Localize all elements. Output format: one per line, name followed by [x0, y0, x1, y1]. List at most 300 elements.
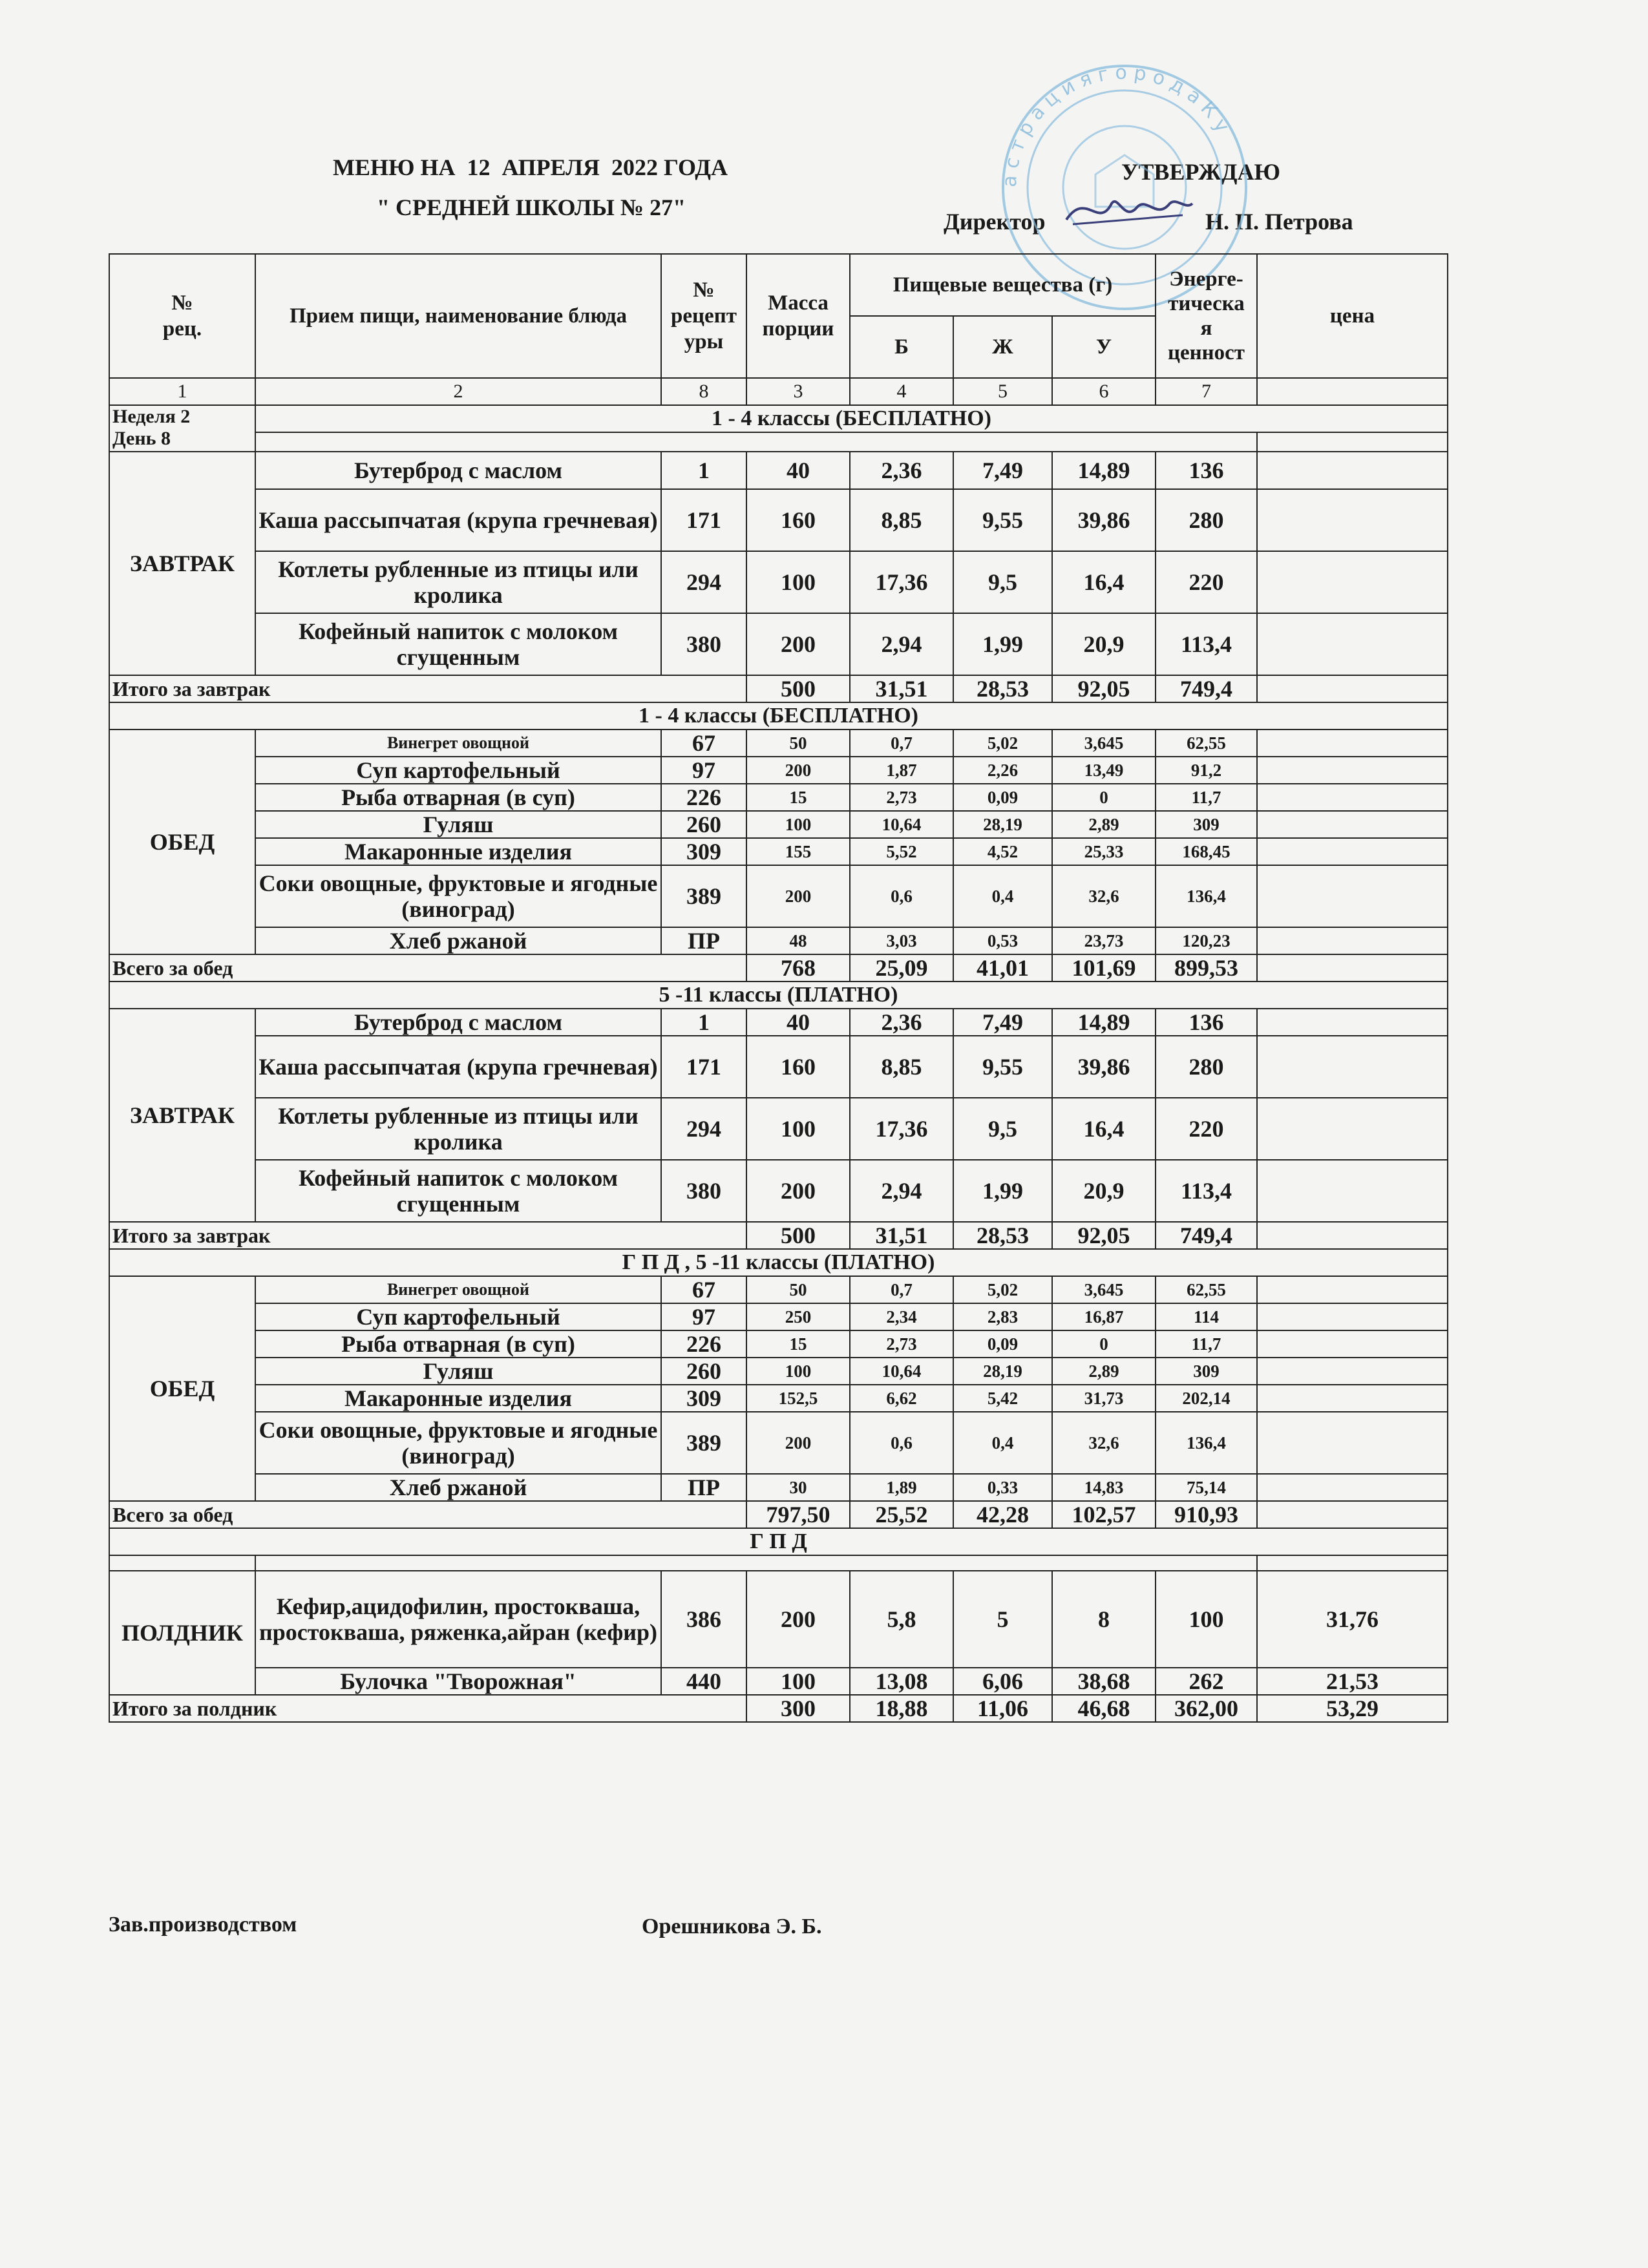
- dish-recipe: 67: [661, 730, 746, 757]
- dish-mass: 200: [746, 1412, 850, 1474]
- column-numbers-row: [109, 378, 1448, 405]
- dish-u: 14,89: [1052, 452, 1156, 489]
- breakfast2-rows: [109, 1009, 1448, 1222]
- dish-name: Рыба отварная (в суп): [255, 1330, 661, 1358]
- dish-price: [1257, 1358, 1448, 1385]
- dish-u: 0: [1052, 784, 1156, 811]
- dish-name: Каша рассыпчатая (крупа гречневая): [255, 489, 661, 551]
- dish-recipe: 171: [661, 1036, 746, 1098]
- dish-u: 23,73: [1052, 927, 1156, 954]
- dish-price: [1257, 1385, 1448, 1412]
- dish-u: 8: [1052, 1571, 1156, 1668]
- dish-b: 2,36: [850, 452, 953, 489]
- dish-price: [1257, 811, 1448, 838]
- dish-zh: 6,06: [953, 1668, 1052, 1695]
- total-b: 25,52: [850, 1501, 953, 1528]
- dish-energy: 62,55: [1156, 730, 1257, 757]
- meal-label: ОБЕД: [109, 730, 255, 954]
- dish-row: [109, 1276, 1448, 1303]
- dish-u: 16,87: [1052, 1303, 1156, 1330]
- col-recipe-no: № рецепт уры: [661, 254, 746, 378]
- dish-name: Кофейный напиток с молоком сгущенным: [255, 613, 661, 675]
- dish-u: 39,86: [1052, 489, 1156, 551]
- dish-b: 2,73: [850, 784, 953, 811]
- dish-name: Кофейный напиток с молоком сгущенным: [255, 1160, 661, 1222]
- menu-title: МЕНЮ НА 12 АПРЕЛЯ 2022 ГОДА: [333, 154, 728, 180]
- dish-row: [109, 838, 1448, 865]
- col-energy: Энерге- тическа я ценност: [1156, 254, 1257, 378]
- dish-recipe: 294: [661, 1098, 746, 1160]
- dish-b: 1,89: [850, 1474, 953, 1501]
- dish-energy: 202,14: [1156, 1385, 1257, 1412]
- dish-mass: 200: [746, 757, 850, 784]
- dish-row: [109, 1330, 1448, 1358]
- dish-zh: 9,55: [953, 489, 1052, 551]
- dish-row: [109, 927, 1448, 954]
- col-rec-no: № рец.: [109, 254, 255, 378]
- dish-b: 8,85: [850, 1036, 953, 1098]
- dish-u: 31,73: [1052, 1385, 1156, 1412]
- dish-mass: 15: [746, 1330, 850, 1358]
- total-label: Итого за завтрак: [109, 1222, 746, 1249]
- dish-u: 14,83: [1052, 1474, 1156, 1501]
- dish-recipe: 171: [661, 489, 746, 551]
- dish-b: 6,62: [850, 1385, 953, 1412]
- dish-mass: 200: [746, 1160, 850, 1222]
- dish-zh: 5,02: [953, 1276, 1052, 1303]
- total-u: 92,05: [1052, 1222, 1156, 1249]
- dish-price: [1257, 730, 1448, 757]
- dish-b: 3,03: [850, 927, 953, 954]
- dish-zh: 0,09: [953, 784, 1052, 811]
- dish-row: [109, 1412, 1448, 1474]
- dish-zh: 0,09: [953, 1330, 1052, 1358]
- director-label: Директор: [944, 209, 1046, 235]
- total-b: 18,88: [850, 1695, 953, 1722]
- dish-row: [109, 865, 1448, 927]
- dish-b: 2,34: [850, 1303, 953, 1330]
- school-name: " СРЕДНЕЙ ШКОЛЫ № 27": [377, 194, 686, 220]
- col-number: 6: [1052, 378, 1156, 405]
- dish-price: [1257, 927, 1448, 954]
- total-u: 92,05: [1052, 675, 1156, 702]
- dish-recipe: 226: [661, 1330, 746, 1358]
- section-header: 5 -11 классы (ПЛАТНО): [109, 982, 1448, 1009]
- dish-u: 3,645: [1052, 730, 1156, 757]
- dish-price: [1257, 1009, 1448, 1036]
- dish-energy: 113,4: [1156, 1160, 1257, 1222]
- dish-row: [109, 1474, 1448, 1501]
- dish-mass: 30: [746, 1474, 850, 1501]
- dish-name: Хлеб ржаной: [255, 1474, 661, 1501]
- dish-b: 10,64: [850, 1358, 953, 1385]
- total-mass: 300: [746, 1695, 850, 1722]
- total-b: 25,09: [850, 954, 953, 982]
- dish-row: [109, 489, 1448, 551]
- total-row: [109, 1501, 1448, 1528]
- dish-u: 25,33: [1052, 838, 1156, 865]
- footer-role: Зав.производством: [109, 1913, 297, 1937]
- dish-recipe: 389: [661, 1412, 746, 1474]
- dish-energy: 113,4: [1156, 613, 1257, 675]
- dish-mass: 250: [746, 1303, 850, 1330]
- col-number: 8: [661, 378, 746, 405]
- dish-zh: 0,53: [953, 927, 1052, 954]
- dish-name: Рыба отварная (в суп): [255, 784, 661, 811]
- section-header: 1 - 4 классы (БЕСПЛАТНО): [109, 702, 1448, 730]
- dish-u: 32,6: [1052, 1412, 1156, 1474]
- total-zh: 11,06: [953, 1695, 1052, 1722]
- dish-u: 2,89: [1052, 811, 1156, 838]
- dish-u: 39,86: [1052, 1036, 1156, 1098]
- dish-b: 5,52: [850, 838, 953, 865]
- dish-zh: 5,42: [953, 1385, 1052, 1412]
- stamp-ring-text: а с т р а ц и я г о р о д а К у: [998, 61, 1234, 188]
- snack-rows: [109, 1571, 1448, 1695]
- dish-price: [1257, 838, 1448, 865]
- dish-recipe: 260: [661, 811, 746, 838]
- dish-u: 13,49: [1052, 757, 1156, 784]
- col-u: У: [1052, 316, 1156, 378]
- dish-row: [109, 1160, 1448, 1222]
- total-row: [109, 954, 1448, 982]
- total-mass: 500: [746, 675, 850, 702]
- total-mass: 797,50: [746, 1501, 850, 1528]
- dish-row: [109, 1358, 1448, 1385]
- dish-name: Бутерброд с маслом: [255, 1009, 661, 1036]
- dish-name: Каша рассыпчатая (крупа гречневая): [255, 1036, 661, 1098]
- dish-energy: 100: [1156, 1571, 1257, 1668]
- total-label: Итого за полдник: [109, 1695, 746, 1722]
- dish-name: Суп картофельный: [255, 757, 661, 784]
- dish-recipe: 294: [661, 551, 746, 613]
- dish-energy: 280: [1156, 489, 1257, 551]
- dish-row: [109, 452, 1448, 489]
- footer-name: Орешникова Э. Б.: [642, 1915, 822, 1938]
- dish-recipe: 309: [661, 1385, 746, 1412]
- dish-b: 0,7: [850, 730, 953, 757]
- dish-price: [1257, 1098, 1448, 1160]
- total-energy: 362,00: [1156, 1695, 1257, 1722]
- dish-name: Котлеты рубленные из птицы или кролика: [255, 1098, 661, 1160]
- dish-zh: 7,49: [953, 1009, 1052, 1036]
- dish-mass: 15: [746, 784, 850, 811]
- dish-recipe: 1: [661, 452, 746, 489]
- dish-row: [109, 1668, 1448, 1695]
- dish-price: [1257, 1303, 1448, 1330]
- dish-energy: 309: [1156, 811, 1257, 838]
- dish-u: 16,4: [1052, 1098, 1156, 1160]
- director-name: Н. П. Петрова: [1205, 209, 1353, 235]
- section-header: Г П Д , 5 -11 классы (ПЛАТНО): [109, 1249, 1448, 1276]
- dish-recipe: 97: [661, 757, 746, 784]
- total-zh: 41,01: [953, 954, 1052, 982]
- dish-mass: 48: [746, 927, 850, 954]
- week-day-label: [109, 405, 255, 452]
- total-energy: 910,93: [1156, 1501, 1257, 1528]
- dish-mass: 155: [746, 838, 850, 865]
- dish-b: 13,08: [850, 1668, 953, 1695]
- col-zh: Ж: [953, 316, 1052, 378]
- dish-row: [109, 757, 1448, 784]
- dish-price: [1257, 757, 1448, 784]
- dish-b: 2,94: [850, 613, 953, 675]
- dish-b: 2,36: [850, 1009, 953, 1036]
- dish-b: 5,8: [850, 1571, 953, 1668]
- dish-energy: 91,2: [1156, 757, 1257, 784]
- dish-zh: 5: [953, 1571, 1052, 1668]
- dish-mass: 200: [746, 1571, 850, 1668]
- dish-energy: 136,4: [1156, 1412, 1257, 1474]
- col-number: 5: [953, 378, 1052, 405]
- dish-price: [1257, 1276, 1448, 1303]
- dish-mass: 100: [746, 1668, 850, 1695]
- col-number: 7: [1156, 378, 1257, 405]
- total-zh: 42,28: [953, 1501, 1052, 1528]
- dish-zh: 0,33: [953, 1474, 1052, 1501]
- dish-b: 17,36: [850, 1098, 953, 1160]
- dish-zh: 7,49: [953, 452, 1052, 489]
- director-signature-icon: [1060, 184, 1196, 236]
- dish-mass: 160: [746, 489, 850, 551]
- dish-recipe: 440: [661, 1668, 746, 1695]
- dish-row: [109, 1303, 1448, 1330]
- dish-energy: 136: [1156, 1009, 1257, 1036]
- dish-price: 31,76: [1257, 1571, 1448, 1668]
- lunch1-rows: [109, 730, 1448, 954]
- dish-energy: 309: [1156, 1358, 1257, 1385]
- dish-b: 17,36: [850, 551, 953, 613]
- dish-b: 8,85: [850, 489, 953, 551]
- total-b: 31,51: [850, 675, 953, 702]
- dish-name: Кефир,ацидофилин, простокваша, простокваша, ряженка,айран (кефир): [255, 1571, 661, 1668]
- total-price: 53,29: [1257, 1695, 1448, 1722]
- dish-price: [1257, 865, 1448, 927]
- dish-recipe: 260: [661, 1358, 746, 1385]
- dish-price: [1257, 1160, 1448, 1222]
- total-row: [109, 1695, 1448, 1722]
- dish-b: 1,87: [850, 757, 953, 784]
- dish-name: Макаронные изделия: [255, 838, 661, 865]
- col-mass: Масса порции: [746, 254, 850, 378]
- dish-u: 14,89: [1052, 1009, 1156, 1036]
- dish-energy: 11,7: [1156, 784, 1257, 811]
- col-number: 4: [850, 378, 953, 405]
- dish-price: [1257, 613, 1448, 675]
- dish-recipe: ПР: [661, 1474, 746, 1501]
- dish-recipe: 386: [661, 1571, 746, 1668]
- dish-zh: 0,4: [953, 865, 1052, 927]
- dish-name: Макаронные изделия: [255, 1385, 661, 1412]
- dish-recipe: 380: [661, 1160, 746, 1222]
- breakfast1-rows: [109, 452, 1448, 675]
- dish-b: 10,64: [850, 811, 953, 838]
- dish-energy: 168,45: [1156, 838, 1257, 865]
- dish-zh: 9,55: [953, 1036, 1052, 1098]
- dish-mass: 100: [746, 1358, 850, 1385]
- col-price: цена: [1257, 254, 1448, 378]
- total-zh: 28,53: [953, 1222, 1052, 1249]
- dish-zh: 0,4: [953, 1412, 1052, 1474]
- dish-zh: 1,99: [953, 613, 1052, 675]
- dish-recipe: ПР: [661, 927, 746, 954]
- dish-name: Бутерброд с маслом: [255, 452, 661, 489]
- section-header: Г П Д: [109, 1528, 1448, 1555]
- meal-label: ЗАВТРАК: [109, 452, 255, 675]
- dish-energy: 220: [1156, 551, 1257, 613]
- dish-price: [1257, 1412, 1448, 1474]
- col-number: 3: [746, 378, 850, 405]
- dish-zh: 28,19: [953, 811, 1052, 838]
- dish-row: [109, 551, 1448, 613]
- dish-mass: 152,5: [746, 1385, 850, 1412]
- day-label: День 8: [112, 428, 171, 449]
- dish-zh: 28,19: [953, 1358, 1052, 1385]
- dish-energy: 220: [1156, 1098, 1257, 1160]
- dish-u: 2,89: [1052, 1358, 1156, 1385]
- dish-zh: 1,99: [953, 1160, 1052, 1222]
- dish-recipe: 1: [661, 1009, 746, 1036]
- menu-table: [109, 253, 1448, 1723]
- dish-row: [109, 1571, 1448, 1668]
- col-b: Б: [850, 316, 953, 378]
- dish-row: [109, 613, 1448, 675]
- dish-energy: 75,14: [1156, 1474, 1257, 1501]
- total-energy: 749,4: [1156, 675, 1257, 702]
- col-number: 2: [255, 378, 661, 405]
- col-number: 1: [109, 378, 255, 405]
- dish-energy: 11,7: [1156, 1330, 1257, 1358]
- dish-energy: 262: [1156, 1668, 1257, 1695]
- dish-name: Булочка "Творожная": [255, 1668, 661, 1695]
- dish-mass: 50: [746, 1276, 850, 1303]
- dish-mass: 160: [746, 1036, 850, 1098]
- dish-recipe: 67: [661, 1276, 746, 1303]
- dish-energy: 114: [1156, 1303, 1257, 1330]
- dish-row: [109, 1036, 1448, 1098]
- total-u: 46,68: [1052, 1695, 1156, 1722]
- dish-b: 0,6: [850, 865, 953, 927]
- dish-b: 2,73: [850, 1330, 953, 1358]
- section-header: 1 - 4 классы (БЕСПЛАТНО): [255, 405, 1448, 432]
- week-label: Неделя 2: [112, 406, 191, 427]
- dish-b: 0,7: [850, 1276, 953, 1303]
- dish-price: [1257, 452, 1448, 489]
- dish-name: Котлеты рубленные из птицы или кролика: [255, 551, 661, 613]
- total-row: [109, 1222, 1448, 1249]
- lunch2-rows: [109, 1276, 1448, 1501]
- total-zh: 28,53: [953, 675, 1052, 702]
- dish-price: [1257, 784, 1448, 811]
- dish-energy: 120,23: [1156, 927, 1257, 954]
- dish-zh: 4,52: [953, 838, 1052, 865]
- total-u: 102,57: [1052, 1501, 1156, 1528]
- dish-u: 20,9: [1052, 613, 1156, 675]
- dish-u: 32,6: [1052, 865, 1156, 927]
- total-label: Всего за обед: [109, 1501, 746, 1528]
- meal-label: ПОЛДНИК: [109, 1571, 255, 1695]
- dish-b: 0,6: [850, 1412, 953, 1474]
- dish-mass: 100: [746, 811, 850, 838]
- total-label: Итого за завтрак: [109, 675, 746, 702]
- dish-u: 38,68: [1052, 1668, 1156, 1695]
- dish-price: 21,53: [1257, 1668, 1448, 1695]
- dish-zh: 9,5: [953, 1098, 1052, 1160]
- dish-zh: 5,02: [953, 730, 1052, 757]
- dish-mass: 50: [746, 730, 850, 757]
- total-row: [109, 675, 1448, 702]
- dish-row: [109, 1385, 1448, 1412]
- dish-row: [109, 1009, 1448, 1036]
- dish-row: [109, 1098, 1448, 1160]
- dish-name: Суп картофельный: [255, 1303, 661, 1330]
- dish-zh: 2,26: [953, 757, 1052, 784]
- dish-name: Хлеб ржаной: [255, 927, 661, 954]
- total-energy: 749,4: [1156, 1222, 1257, 1249]
- total-u: 101,69: [1052, 954, 1156, 982]
- dish-energy: 280: [1156, 1036, 1257, 1098]
- col-dish: Прием пищи, наименование блюда: [255, 254, 661, 378]
- dish-mass: 200: [746, 613, 850, 675]
- dish-row: [109, 784, 1448, 811]
- dish-energy: 62,55: [1156, 1276, 1257, 1303]
- dish-recipe: 97: [661, 1303, 746, 1330]
- dish-mass: 40: [746, 452, 850, 489]
- col-number: [1257, 378, 1448, 405]
- dish-name: Соки овощные, фруктовые и ягодные (виноград): [255, 865, 661, 927]
- dish-name: Гуляш: [255, 811, 661, 838]
- dish-zh: 2,83: [953, 1303, 1052, 1330]
- dish-name: Винегрет овощной: [255, 730, 661, 757]
- total-label: Всего за обед: [109, 954, 746, 982]
- dish-b: 2,94: [850, 1160, 953, 1222]
- dish-mass: 100: [746, 551, 850, 613]
- dish-price: [1257, 489, 1448, 551]
- dish-zh: 9,5: [953, 551, 1052, 613]
- dish-u: 20,9: [1052, 1160, 1156, 1222]
- dish-price: [1257, 1036, 1448, 1098]
- dish-name: Соки овощные, фруктовые и ягодные (виноград): [255, 1412, 661, 1474]
- dish-name: Винегрет овощной: [255, 1276, 661, 1303]
- col-nutrients: Пищевые вещества (г): [850, 254, 1156, 316]
- dish-price: [1257, 1474, 1448, 1501]
- dish-u: 3,645: [1052, 1276, 1156, 1303]
- dish-energy: 136,4: [1156, 865, 1257, 927]
- dish-mass: 100: [746, 1098, 850, 1160]
- dish-price: [1257, 551, 1448, 613]
- dish-recipe: 380: [661, 613, 746, 675]
- dish-price: [1257, 1330, 1448, 1358]
- total-b: 31,51: [850, 1222, 953, 1249]
- dish-recipe: 226: [661, 784, 746, 811]
- dish-name: Гуляш: [255, 1358, 661, 1385]
- dish-u: 0: [1052, 1330, 1156, 1358]
- dish-u: 16,4: [1052, 551, 1156, 613]
- approve-label: УТВЕРЖДАЮ: [1121, 159, 1281, 185]
- dish-mass: 40: [746, 1009, 850, 1036]
- total-mass: 768: [746, 954, 850, 982]
- dish-recipe: 389: [661, 865, 746, 927]
- dish-recipe: 309: [661, 838, 746, 865]
- dish-energy: 136: [1156, 452, 1257, 489]
- meal-label: ОБЕД: [109, 1276, 255, 1501]
- dish-row: [109, 730, 1448, 757]
- meal-label: ЗАВТРАК: [109, 1009, 255, 1222]
- dish-row: [109, 811, 1448, 838]
- total-mass: 500: [746, 1222, 850, 1249]
- dish-mass: 200: [746, 865, 850, 927]
- total-energy: 899,53: [1156, 954, 1257, 982]
